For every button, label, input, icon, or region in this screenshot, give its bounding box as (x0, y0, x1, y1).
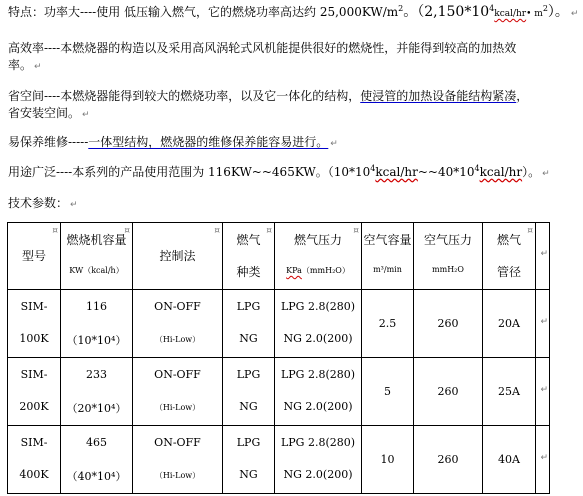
air-volume-value: 10 (380, 453, 395, 466)
capacity-kw: 116 (86, 300, 107, 313)
model-line1: SIM- (20, 368, 48, 381)
header-gas-pipe-bottom: 管径 (496, 265, 521, 279)
control-line2: （Hi-Low） (154, 335, 201, 344)
cell-control (133, 290, 223, 358)
model-line1: SIM- (20, 436, 48, 449)
cell-gas-pipe (483, 358, 536, 426)
cell-model (8, 290, 61, 358)
header-air-volume (362, 223, 414, 290)
header-gas-pressure-unit-b: （mmH₂O） (301, 266, 350, 275)
table-row (8, 426, 550, 494)
cell-control (133, 426, 223, 494)
space-line1-a: 省空间----本燃烧器能得到较大的燃烧功率，以及它一体化的结构， (8, 89, 361, 103)
usage-end: ）。 (522, 165, 541, 179)
header-model (8, 223, 61, 290)
power-end: ）。 (547, 4, 569, 20)
row-end-mark: ↵ (540, 249, 548, 259)
cell-gas-type (223, 358, 275, 426)
gas-lpg: LPG (236, 300, 261, 313)
cell-mark: ¤ (527, 226, 533, 236)
header-gas-pressure (275, 223, 362, 290)
efficiency-line2: 率。 (8, 58, 33, 72)
control-line1: ON-OFF (154, 368, 201, 381)
model-line2: 200K (19, 400, 49, 413)
air-volume-value: 5 (384, 385, 391, 398)
cell-gas-pipe (483, 290, 536, 358)
header-control (133, 223, 223, 290)
power-tail-sup: 4 (489, 4, 495, 13)
maintenance-b: 一体型结构，燃烧器的维修保养能容易进行。 (88, 135, 329, 149)
gas-ng: NG (239, 468, 258, 481)
row-end-cell (536, 358, 550, 426)
header-gas-type-bottom: 种类 (236, 265, 261, 279)
cell-mark: ¤ (52, 226, 58, 236)
cell-model (8, 358, 61, 426)
model-line2: 100K (19, 332, 49, 345)
pressure-lpg: LPG 2.8(280) (280, 300, 356, 313)
header-air-pressure-text: 空气压力 (423, 233, 472, 247)
gas-pipe-value: 40A (498, 453, 520, 466)
cell-air-pressure (414, 290, 483, 358)
gas-ng: NG (239, 400, 258, 413)
paragraph-maintenance (8, 134, 338, 153)
cell-mark: ¤ (214, 226, 220, 236)
gas-lpg: LPG (236, 436, 261, 449)
model-line2: 400K (19, 468, 49, 481)
paragraph-mark: ↵ (70, 200, 78, 210)
air-pressure-value: 260 (437, 385, 459, 398)
header-gas-type (223, 223, 275, 290)
tech-params-label (8, 195, 78, 214)
pressure-ng: NG 2.0(200) (283, 400, 353, 413)
table-row (8, 358, 550, 426)
cell-model (8, 426, 61, 494)
header-capacity-text: 燃烧机容量 (66, 233, 127, 247)
air-volume-value: 2.5 (378, 317, 397, 330)
tech-params-table (7, 222, 550, 494)
power-sup: 2 (398, 4, 404, 13)
header-gas-type-top: 燃气 (236, 233, 261, 247)
pressure-ng: NG 2.0(200) (283, 332, 353, 345)
cell-capacity (61, 358, 133, 426)
model-line1: SIM- (20, 300, 48, 313)
cell-air-volume (362, 426, 414, 494)
space-line1-b: 使浸管的加热设备能结构紧凑 (360, 89, 517, 103)
header-control-text: 控制法 (159, 249, 196, 263)
control-line1: ON-OFF (154, 300, 201, 313)
gas-pipe-value: 25A (498, 385, 520, 398)
paragraph-power (8, 4, 578, 23)
paragraph-usage (8, 164, 550, 183)
cell-gas-pressure (275, 426, 362, 494)
gas-pipe-value: 20A (498, 317, 520, 330)
header-gas-pipe-top: 燃气 (496, 233, 521, 247)
pressure-lpg: LPG 2.8(280) (280, 368, 356, 381)
space-line2: 省安装空间。 (8, 106, 81, 120)
usage-mid: ~~40*10 (417, 165, 475, 179)
header-air-pressure-unit: mmH₂O (432, 265, 464, 274)
maintenance-a: 易保养维修----- (8, 135, 89, 149)
row-end-cell (536, 290, 550, 358)
usage-sup2: 4 (474, 164, 480, 173)
usage-unit1: kcal/hr (375, 165, 418, 179)
pressure-ng: NG 2.0(200) (283, 468, 353, 481)
header-gas-pressure-text: 燃气压力 (293, 233, 342, 247)
cell-air-pressure (414, 426, 483, 494)
control-line2: （Hi-Low） (154, 403, 201, 412)
power-unit-tail: • m (526, 9, 543, 19)
paragraph-space (8, 88, 528, 105)
header-gas-pipe (483, 223, 536, 290)
table-header-row (8, 223, 550, 290)
cell-control (133, 358, 223, 426)
cell-air-volume (362, 290, 414, 358)
pressure-lpg: LPG 2.8(280) (280, 436, 356, 449)
power-unit-sup: 2 (542, 4, 548, 13)
header-air-volume-text: 空气容量 (363, 233, 412, 247)
cell-gas-type (223, 290, 275, 358)
cell-capacity (61, 426, 133, 494)
usage-unit2: kcal/hr (479, 165, 523, 179)
header-end-cell (536, 223, 550, 290)
gas-lpg: LPG (236, 368, 261, 381)
cell-mark: ¤ (353, 226, 359, 236)
capacity-kcal: （20*10⁴） (66, 402, 127, 415)
capacity-kw: 233 (86, 368, 107, 381)
capacity-kw: 465 (86, 436, 107, 449)
space-line1-c: ， (516, 89, 529, 103)
paragraph-mark: ↵ (82, 110, 90, 120)
paragraph-efficiency-cont (8, 57, 42, 76)
air-pressure-value: 260 (437, 317, 459, 330)
power-unit: kcal/hr (494, 9, 527, 19)
cell-mark: ¤ (124, 226, 130, 236)
header-capacity (61, 223, 133, 290)
control-line1: ON-OFF (154, 436, 201, 449)
header-air-pressure (414, 223, 483, 290)
usage-a: 用途广泛----本系列的产品使用范围为 116KW~~465KW。（10*10 (8, 165, 371, 179)
cell-gas-pressure (275, 290, 362, 358)
usage-sup1: 4 (370, 164, 376, 173)
paragraph-space-cont (8, 105, 90, 124)
row-end-mark: ↵ (540, 385, 548, 395)
cell-gas-type (223, 426, 275, 494)
row-end-cell (536, 426, 550, 494)
capacity-kcal: （40*10⁴） (66, 470, 127, 483)
cell-air-volume (362, 358, 414, 426)
cell-air-pressure (414, 358, 483, 426)
header-gas-pressure-unit-a: KPa (286, 266, 302, 275)
header-model-text: 型号 (21, 249, 46, 263)
cell-gas-pressure (275, 358, 362, 426)
air-pressure-value: 260 (437, 453, 459, 466)
capacity-kcal: （10*10⁴） (66, 334, 127, 347)
row-end-mark: ↵ (540, 317, 548, 327)
power-tail: 。（2,150*10 (403, 4, 490, 20)
efficiency-line1: 高效率----本燃烧器的构造以及采用高风涡轮式风机能提供很好的燃烧性，并能得到较高的加热效 (8, 41, 517, 55)
paragraph-efficiency (8, 40, 516, 57)
header-capacity-unit: KW（kcal/h） (69, 266, 124, 275)
paragraph-mark: ↵ (330, 139, 338, 149)
cell-mark: ¤ (266, 226, 272, 236)
cell-gas-pipe (483, 426, 536, 494)
table-row (8, 290, 550, 358)
tech-label-text: 技术参数： (8, 196, 69, 210)
paragraph-mark: ↵ (570, 9, 579, 19)
gas-ng: NG (239, 332, 258, 345)
paragraph-mark: ↵ (34, 62, 42, 72)
control-line2: （Hi-Low） (154, 471, 201, 480)
cell-capacity (61, 290, 133, 358)
row-end-mark: ↵ (540, 453, 548, 463)
power-lead: 特点：功率大----使用 低压输入燃气，它的燃烧功率高达约 25,000KW/m (8, 5, 399, 19)
header-air-volume-unit: m³/min (373, 265, 402, 274)
paragraph-mark: ↵ (542, 169, 550, 179)
